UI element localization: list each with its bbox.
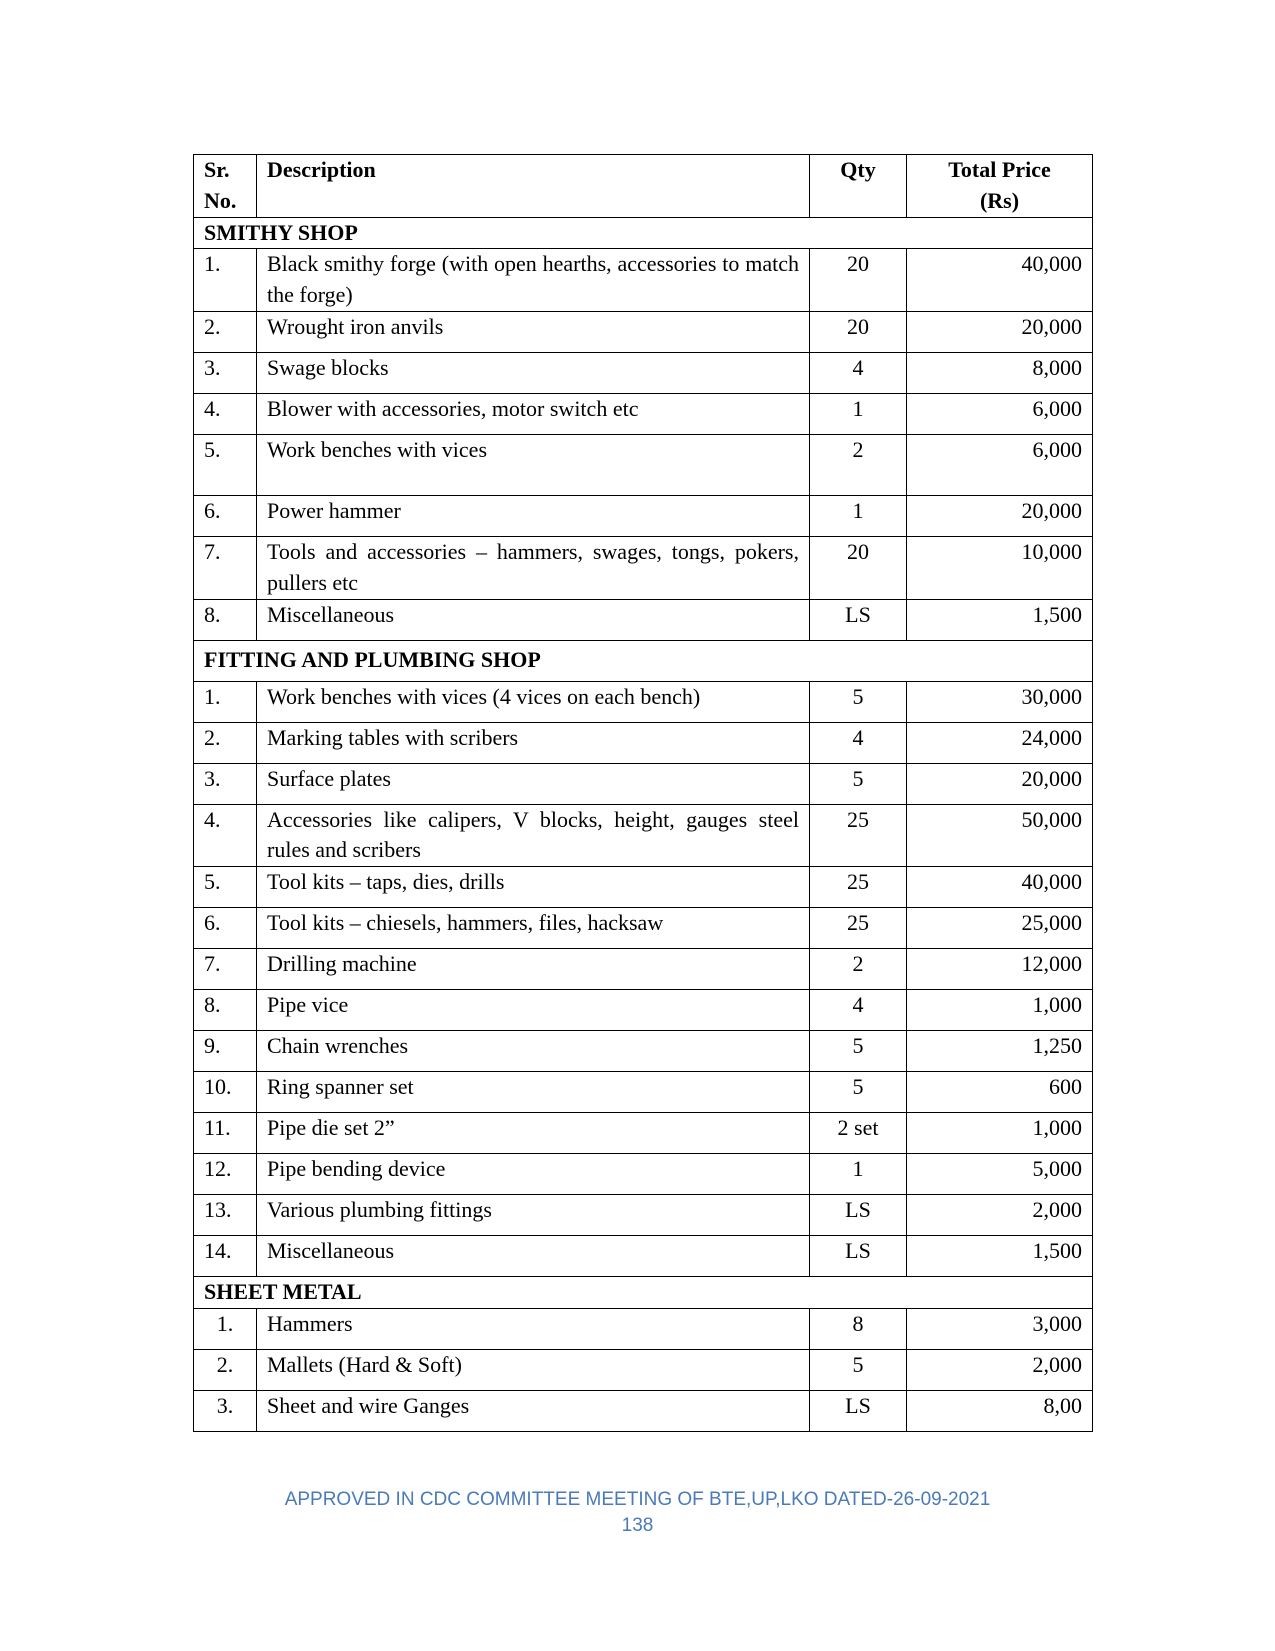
description-cell: Blower with accessories, motor switch etc [257, 393, 810, 434]
table-row [194, 393, 1093, 434]
description-cell: Miscellaneous [257, 1236, 810, 1277]
qty-cell: 5 [810, 681, 907, 722]
qty-cell: 20 [810, 536, 907, 599]
table-row [194, 1390, 1093, 1431]
price-cell: 40,000 [907, 249, 1093, 312]
description-cell: Hammers [257, 1308, 810, 1349]
qty-cell: 5 [810, 1349, 907, 1390]
description-cell: Work benches with vices [257, 434, 810, 495]
table-row [194, 681, 1093, 722]
description-cell: Work benches with vices (4 vices on each bench) [257, 681, 810, 722]
sr-cell: 13. [194, 1195, 257, 1236]
table-row [194, 722, 1093, 763]
sr-cell: 10. [194, 1072, 257, 1113]
section-header-row [194, 640, 1093, 681]
sr-cell: 4. [194, 804, 257, 867]
table-row [194, 1308, 1093, 1349]
table-row [194, 804, 1093, 867]
price-cell: 8,00 [907, 1390, 1093, 1431]
description-cell: Various plumbing fittings [257, 1195, 810, 1236]
qty-cell: 2 [810, 434, 907, 495]
sr-cell: 12. [194, 1154, 257, 1195]
sr-cell: 1. [194, 681, 257, 722]
description-cell: Black smithy forge (with open hearths, accessories to match the forge) [257, 249, 810, 312]
page-number: 138 [621, 1515, 654, 1536]
price-cell: 1,000 [907, 1113, 1093, 1154]
sr-cell: 5. [194, 867, 257, 908]
table-row [194, 536, 1093, 599]
table-row [194, 352, 1093, 393]
header-total-price: Total Price (Rs) [907, 155, 1093, 218]
price-cell: 6,000 [907, 434, 1093, 495]
price-cell: 50,000 [907, 804, 1093, 867]
description-cell: Pipe vice [257, 990, 810, 1031]
sr-cell: 7. [194, 536, 257, 599]
table-row [194, 949, 1093, 990]
price-cell: 30,000 [907, 681, 1093, 722]
description-cell: Mallets (Hard & Soft) [257, 1349, 810, 1390]
table-row [194, 1195, 1093, 1236]
sr-cell: 5. [194, 434, 257, 495]
table-row [194, 1113, 1093, 1154]
table-row [194, 908, 1093, 949]
sr-cell: 2. [194, 722, 257, 763]
price-cell: 1,250 [907, 1031, 1093, 1072]
table-header-row [194, 155, 1093, 218]
sr-cell: 7. [194, 949, 257, 990]
qty-cell: 5 [810, 763, 907, 804]
sr-cell: 1. [194, 1308, 257, 1349]
sr-cell: 14. [194, 1236, 257, 1277]
price-cell: 6,000 [907, 393, 1093, 434]
description-cell: Swage blocks [257, 352, 810, 393]
description-cell: Drilling machine [257, 949, 810, 990]
table-row [194, 763, 1093, 804]
sr-cell: 3. [194, 352, 257, 393]
sr-cell: 1. [194, 249, 257, 312]
table-row [194, 990, 1093, 1031]
price-cell: 2,000 [907, 1349, 1093, 1390]
description-cell: Tools and accessories – hammers, swages, tongs, pokers, pullers etc [257, 536, 810, 599]
qty-cell: 20 [810, 249, 907, 312]
qty-cell: 4 [810, 990, 907, 1031]
equipment-table [193, 154, 1093, 1432]
sr-cell: 8. [194, 990, 257, 1031]
sr-cell: 9. [194, 1031, 257, 1072]
price-cell: 20,000 [907, 495, 1093, 536]
table-row [194, 495, 1093, 536]
section-title: SMITHY SHOP [194, 217, 1093, 249]
price-cell: 8,000 [907, 352, 1093, 393]
table-body [194, 217, 1093, 1431]
section-title: FITTING AND PLUMBING SHOP [194, 640, 1093, 681]
price-cell: 40,000 [907, 867, 1093, 908]
qty-cell: LS [810, 1195, 907, 1236]
table-row [194, 249, 1093, 312]
sr-cell: 3. [194, 1390, 257, 1431]
price-cell: 1,500 [907, 599, 1093, 640]
page-footer [0, 1487, 1275, 1539]
price-cell: 25,000 [907, 908, 1093, 949]
price-cell: 5,000 [907, 1154, 1093, 1195]
qty-cell: LS [810, 599, 907, 640]
description-cell: Marking tables with scribers [257, 722, 810, 763]
qty-cell: 5 [810, 1072, 907, 1113]
description-cell: Chain wrenches [257, 1031, 810, 1072]
price-cell: 20,000 [907, 763, 1093, 804]
description-cell: Pipe bending device [257, 1154, 810, 1195]
table-row [194, 1349, 1093, 1390]
qty-cell: 2 set [810, 1113, 907, 1154]
qty-cell: 20 [810, 311, 907, 352]
table-row [194, 1072, 1093, 1113]
header-qty: Qty [810, 155, 907, 218]
table-row [194, 1031, 1093, 1072]
qty-cell: LS [810, 1236, 907, 1277]
section-header-row [194, 1277, 1093, 1309]
section-title: SHEET METAL [194, 1277, 1093, 1309]
qty-cell: 2 [810, 949, 907, 990]
sr-cell: 8. [194, 599, 257, 640]
header-description: Description [257, 155, 810, 218]
description-cell: Miscellaneous [257, 599, 810, 640]
price-cell: 600 [907, 1072, 1093, 1113]
qty-cell: 5 [810, 1031, 907, 1072]
description-cell: Pipe die set 2” [257, 1113, 810, 1154]
table-row [194, 1154, 1093, 1195]
sr-cell: 2. [194, 1349, 257, 1390]
description-cell: Accessories like calipers, V blocks, height, gauges steel rules and scribers [257, 804, 810, 867]
price-cell: 24,000 [907, 722, 1093, 763]
description-cell: Wrought iron anvils [257, 311, 810, 352]
price-cell: 1,500 [907, 1236, 1093, 1277]
sr-cell: 11. [194, 1113, 257, 1154]
section-header-row [194, 217, 1093, 249]
qty-cell: 25 [810, 804, 907, 867]
description-cell: Tool kits – chiesels, hammers, files, hacksaw [257, 908, 810, 949]
qty-cell: 1 [810, 495, 907, 536]
sr-cell: 2. [194, 311, 257, 352]
qty-cell: 1 [810, 1154, 907, 1195]
qty-cell: 8 [810, 1308, 907, 1349]
description-cell: Sheet and wire Ganges [257, 1390, 810, 1431]
qty-cell: 1 [810, 393, 907, 434]
qty-cell: 25 [810, 867, 907, 908]
description-cell: Tool kits – taps, dies, drills [257, 867, 810, 908]
price-cell: 1,000 [907, 990, 1093, 1031]
price-cell: 12,000 [907, 949, 1093, 990]
price-cell: 10,000 [907, 536, 1093, 599]
description-cell: Ring spanner set [257, 1072, 810, 1113]
approval-note: APPROVED IN CDC COMMITTEE MEETING OF BTE,UP,LKO DATED-26-09-2021 [284, 1489, 991, 1510]
qty-cell: LS [810, 1390, 907, 1431]
qty-cell: 4 [810, 722, 907, 763]
table-row [194, 311, 1093, 352]
sr-cell: 6. [194, 908, 257, 949]
sr-cell: 4. [194, 393, 257, 434]
price-cell: 3,000 [907, 1308, 1093, 1349]
table-row [194, 1236, 1093, 1277]
sr-cell: 6. [194, 495, 257, 536]
description-cell: Surface plates [257, 763, 810, 804]
table-row [194, 867, 1093, 908]
header-sr-no: Sr. No. [194, 155, 257, 218]
table-row [194, 434, 1093, 495]
table-row [194, 599, 1093, 640]
price-cell: 20,000 [907, 311, 1093, 352]
sr-cell: 3. [194, 763, 257, 804]
description-cell: Power hammer [257, 495, 810, 536]
price-cell: 2,000 [907, 1195, 1093, 1236]
qty-cell: 25 [810, 908, 907, 949]
qty-cell: 4 [810, 352, 907, 393]
